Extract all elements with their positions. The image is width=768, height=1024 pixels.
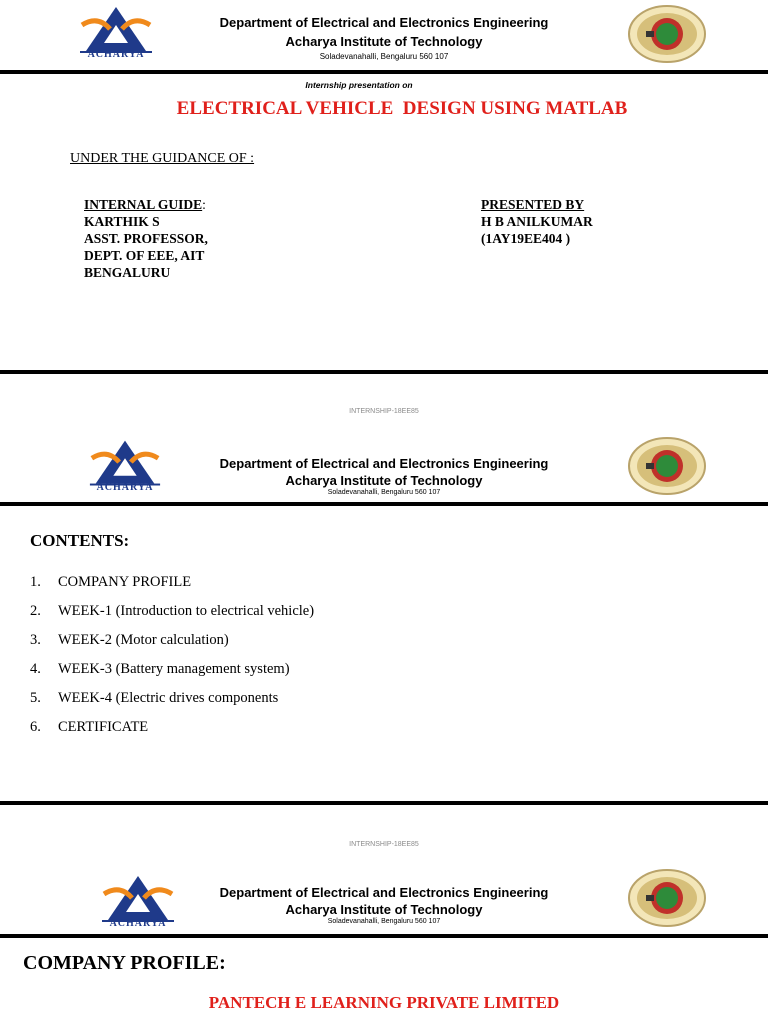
university-seal — [628, 437, 706, 495]
acharya-logo — [98, 874, 178, 930]
company-name: PANTECH E LEARNING PRIVATE LIMITED — [208, 993, 560, 1012]
intro-line: Internship presentation on — [305, 80, 413, 90]
header-rule — [0, 70, 768, 74]
acharya-logo-text: ACHARYA — [96, 482, 154, 493]
list-item — [30, 655, 314, 684]
institute-name: Acharya Institute of Technology — [285, 34, 483, 49]
dept-name: Department of Electrical and Electronics Engineering — [219, 885, 549, 900]
company-profile-heading: COMPANY PROFILE: — [23, 952, 226, 974]
list-item — [30, 713, 314, 742]
guide-dept: DEPT. OF EEE, AIT — [84, 248, 205, 263]
university-seal-icon — [628, 5, 706, 63]
list-item-number: 4. — [30, 661, 41, 677]
footer-caption-1: INTERNSHIP-18EE85 — [349, 408, 419, 415]
list-item-number: 1. — [30, 574, 41, 590]
header-rule — [0, 502, 768, 506]
institute-address: Soladevanahalli, Bengaluru 560 107 — [327, 489, 441, 496]
university-seal — [628, 5, 706, 63]
list-item — [30, 684, 314, 713]
university-seal-icon — [628, 869, 706, 927]
list-item-text: CERTIFICATE — [58, 719, 149, 735]
university-seal — [628, 869, 706, 927]
list-item-text: COMPANY PROFILE — [58, 574, 192, 590]
university-seal-icon — [628, 437, 706, 495]
internal-guide-label: INTERNAL GUIDE — [84, 197, 203, 212]
presenter-name: H B ANILKUMAR — [481, 214, 593, 229]
presentation-title: ELECTRICAL VEHICLE DESIGN USING MATLAB — [176, 98, 628, 119]
list-item — [30, 597, 314, 626]
dept-name: Department of Electrical and Electronics Engineering — [219, 456, 549, 471]
institute-address: Soladevanahalli, Bengaluru 560 107 — [327, 918, 441, 925]
acharya-logo-text: ACHARYA — [87, 49, 145, 60]
list-item — [30, 626, 314, 655]
institute-name: Acharya Institute of Technology — [285, 902, 483, 917]
footer-caption-2: INTERNSHIP-18EE85 — [349, 841, 419, 848]
header-rule — [0, 934, 768, 938]
slide-divider-2 — [0, 801, 768, 805]
guide-designation: ASST. PROFESSOR, — [84, 231, 208, 246]
acharya-logo — [76, 5, 156, 61]
list-item-text: WEEK-4 (Electric drives components — [58, 690, 279, 706]
list-item — [30, 568, 314, 597]
guide-city: BENGALURU — [84, 265, 171, 280]
list-item-text: WEEK-1 (Introduction to electrical vehicle) — [58, 603, 315, 619]
contents-list — [30, 568, 314, 742]
institute-name: Acharya Institute of Technology — [285, 473, 483, 488]
internal-guide-block — [84, 196, 208, 281]
list-item-number: 5. — [30, 690, 41, 706]
internal-guide-colon: : — [202, 197, 206, 212]
list-item-text: WEEK-3 (Battery management system) — [58, 661, 290, 677]
list-item-number: 2. — [30, 603, 41, 619]
dept-name: Department of Electrical and Electronics Engineering — [219, 15, 549, 30]
contents-heading: CONTENTS: — [30, 531, 130, 550]
guide-name: KARTHIK S — [84, 214, 160, 229]
presented-by-label: PRESENTED BY — [481, 197, 585, 212]
acharya-logo — [86, 438, 164, 494]
internal-guide-label-row — [84, 196, 208, 213]
guidance-heading: UNDER THE GUIDANCE OF : — [70, 151, 255, 166]
list-item-number: 3. — [30, 632, 41, 648]
institute-address: Soladevanahalli, Bengaluru 560 107 — [319, 52, 449, 61]
list-item-number: 6. — [30, 719, 41, 735]
presenter-block — [481, 196, 593, 247]
presenter-usn: (1AY19EE404 ) — [481, 231, 571, 246]
slide-divider-1 — [0, 370, 768, 374]
acharya-logo-text: ACHARYA — [109, 918, 167, 929]
list-item-text: WEEK-2 (Motor calculation) — [58, 632, 229, 648]
